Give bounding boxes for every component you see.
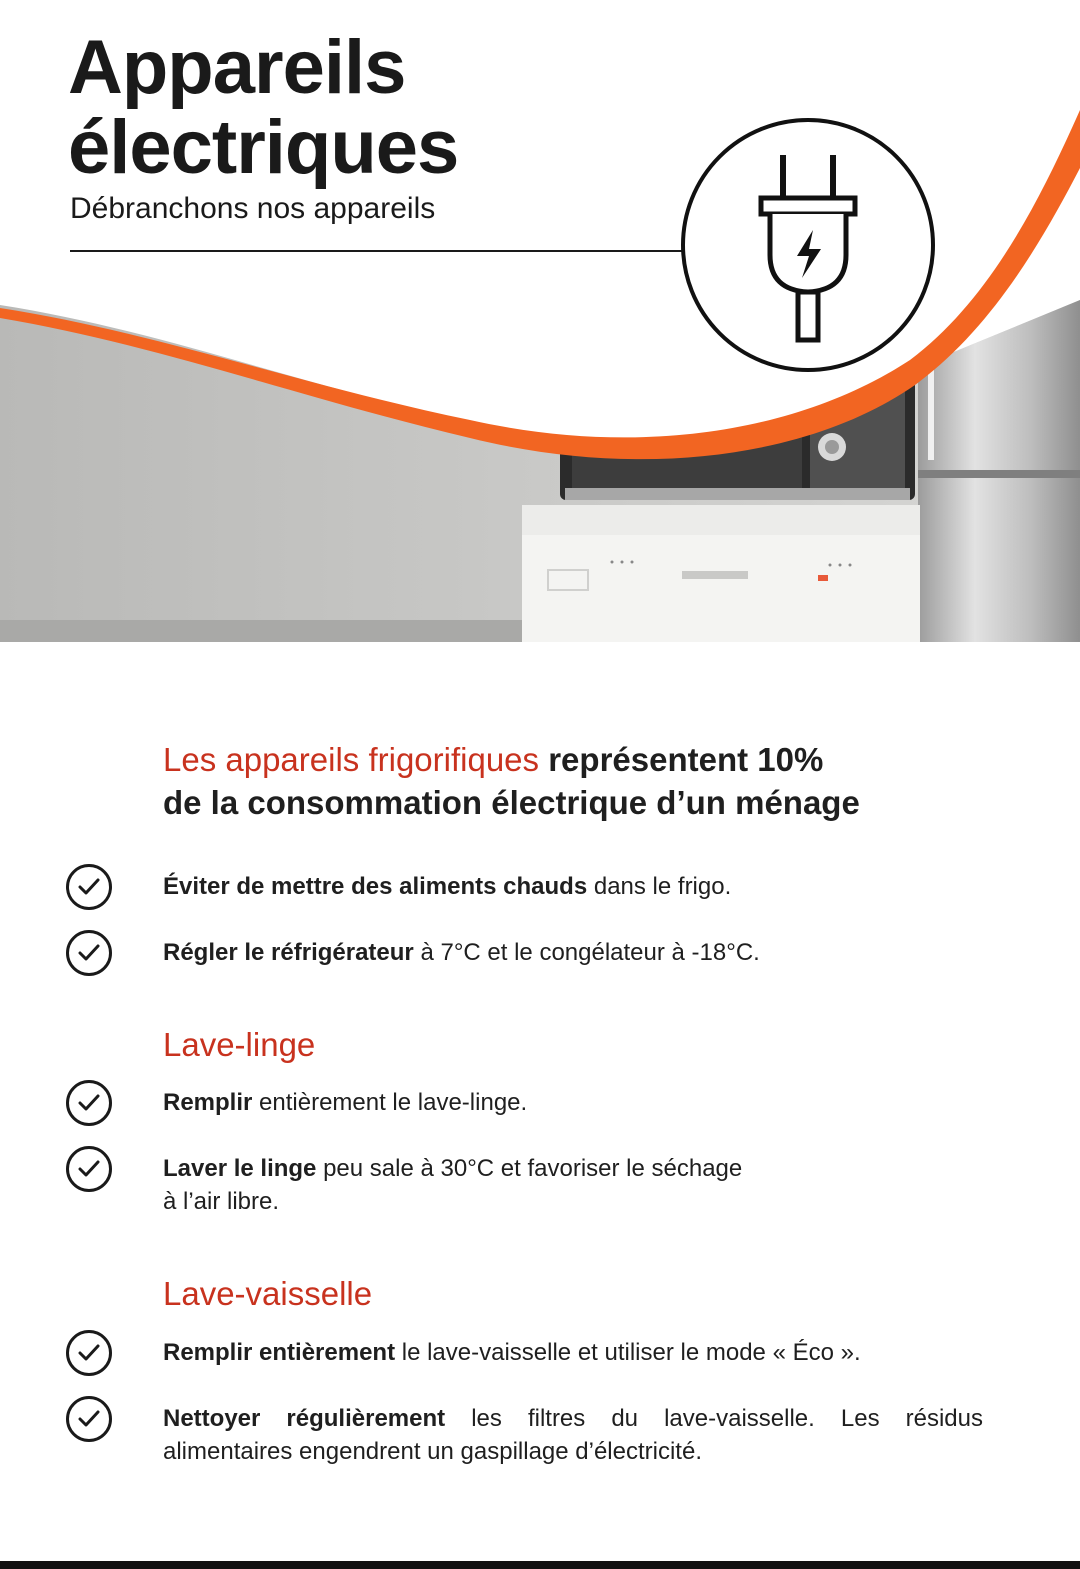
tip-bold: Éviter de mettre des aliments chauds [163, 873, 588, 900]
intro-rest-line1: représentent 10% [539, 741, 824, 778]
tip-rest: les filtres du lave-vaisselle. Les résidus alimentaires engendrent un gaspillage d’électricité. [163, 1405, 983, 1465]
check-circle-icon [66, 1146, 112, 1192]
bottom-border [0, 1561, 1080, 1569]
tip-bold: Remplir [163, 1089, 253, 1116]
tip-bold: Remplir entièrement [163, 1339, 396, 1366]
intro-highlight: Les appareils frigorifiques [163, 741, 540, 778]
appliances-photo [0, 280, 1080, 642]
tip-rest: peu sale à 30°C et favoriser le séchage [316, 1155, 743, 1182]
tip-rest: à 7°C et le congélateur à -18°C. [413, 939, 760, 966]
tip-rest: dans le frigo. [587, 873, 732, 900]
title-line-1: Appareils [68, 25, 406, 110]
intro-statement [163, 738, 983, 824]
title-line-2: électriques [68, 105, 459, 190]
check-circle-icon [66, 1396, 112, 1442]
tip-bold: Laver le linge [163, 1155, 317, 1182]
page-title [68, 25, 459, 190]
intro-rest-line2: de la consommation électrique d’un ménage [163, 784, 860, 821]
tip-text [163, 1152, 983, 1218]
tip-text [163, 1402, 983, 1468]
check-circle-icon [66, 1330, 112, 1376]
tip-bold: Nettoyer régulièrement [163, 1405, 446, 1432]
plug-bolt-icon [683, 120, 933, 370]
page-subtitle: Débranchons nos appareils [70, 192, 436, 225]
tip-rest: entièrement le lave-linge. [252, 1089, 528, 1116]
check-circle-icon [66, 864, 112, 910]
check-circle-icon [66, 1080, 112, 1126]
tip-text [163, 936, 983, 969]
tip-bold: Régler le réfrigérateur [163, 939, 414, 966]
tip-text [163, 1086, 983, 1119]
check-circle-icon [66, 930, 112, 976]
tip-rest-line2: à l’air libre. [163, 1188, 280, 1215]
tip-rest: le lave-vaisselle et utiliser le mode « Éco ». [395, 1339, 861, 1366]
section-title-washing: Lave-linge [163, 1026, 316, 1063]
tip-text [163, 1336, 983, 1369]
tip-text [163, 870, 983, 903]
section-title-dishwasher: Lave-vaisselle [163, 1275, 373, 1312]
